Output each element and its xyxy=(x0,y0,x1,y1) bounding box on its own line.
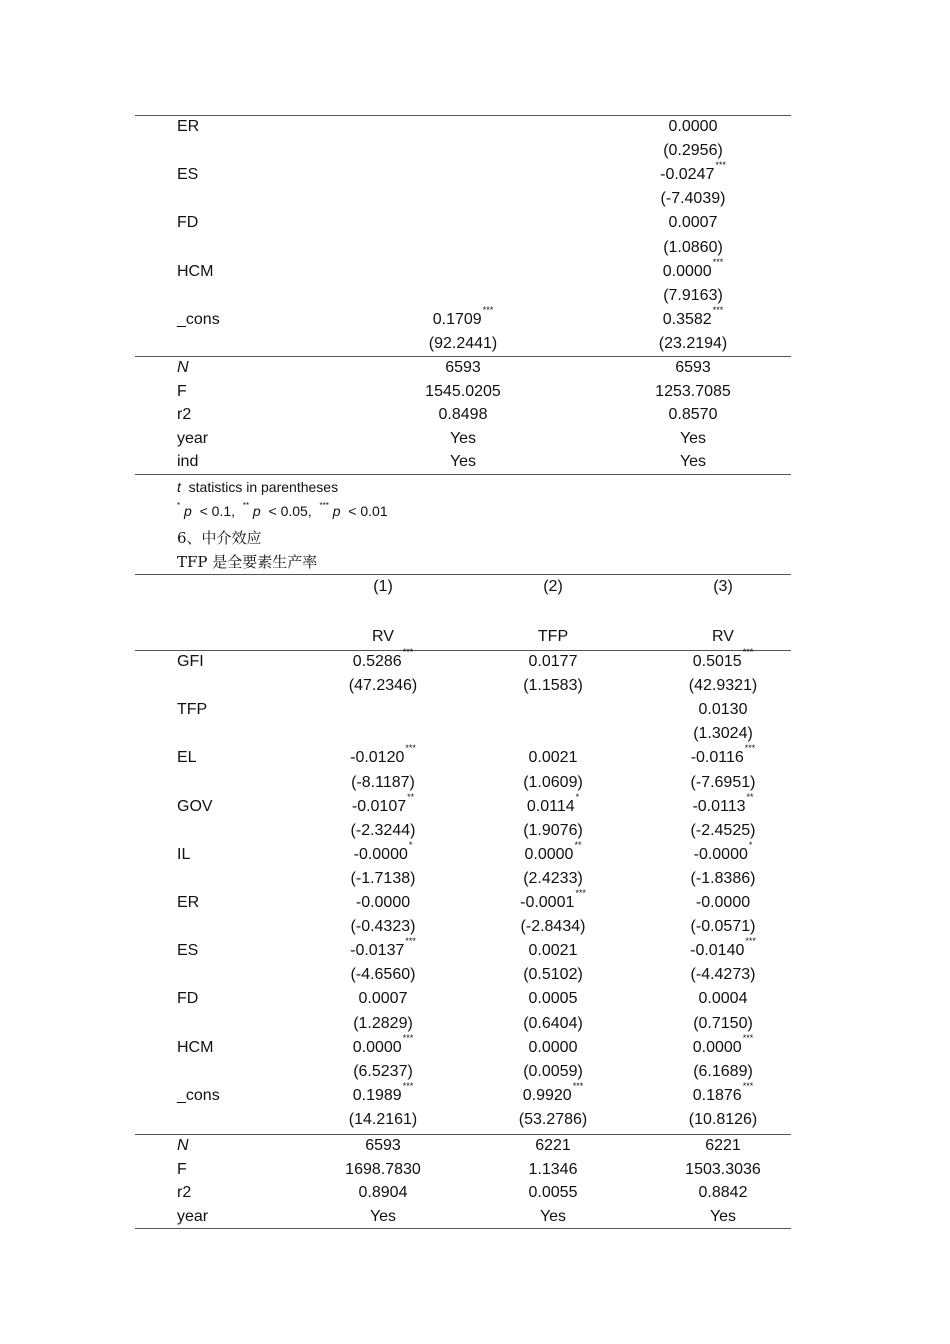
table-cell: 6593 xyxy=(675,359,711,376)
row-label: _cons xyxy=(177,1086,220,1104)
row-label: N xyxy=(177,1137,189,1154)
p-variable: p xyxy=(328,503,345,519)
table-cell: 0.8904 xyxy=(358,1184,408,1201)
significance-stars: ** xyxy=(574,839,582,850)
table-cell: 0.0007 xyxy=(358,990,408,1008)
table-cell: 0.0130 xyxy=(698,701,748,719)
table-cell: 1698.7830 xyxy=(345,1160,421,1178)
row-label: r2 xyxy=(177,406,192,423)
table-cell: (6.1689) xyxy=(693,1062,753,1080)
significance-stars: *** xyxy=(319,501,329,510)
significance-stars: *** xyxy=(742,647,754,657)
row-label: N xyxy=(177,359,189,376)
stats-row xyxy=(0,1158,950,1182)
significance-stars: *** xyxy=(712,304,724,315)
p-variable: p xyxy=(180,503,196,519)
table-row xyxy=(0,236,950,260)
table-cell: 0.0000 xyxy=(668,118,718,135)
row-label: HCM xyxy=(177,1038,214,1056)
table-cell: 6221 xyxy=(705,1137,741,1154)
table-cell: (92.2441) xyxy=(428,334,498,352)
table-cell: 0.0000*** xyxy=(692,1032,754,1056)
table-cell: 0.0021 xyxy=(528,942,578,960)
significance-threshold: < 0.01 xyxy=(344,503,396,519)
table-cell: (7.9163) xyxy=(663,286,723,304)
row-label: _cons xyxy=(177,310,220,328)
table-cell: (-0.4323) xyxy=(350,918,416,936)
significance-threshold: < 0.1, xyxy=(195,503,243,519)
row-label: IL xyxy=(177,845,191,863)
table-cell: (0.0059) xyxy=(523,1062,583,1080)
table-row xyxy=(0,963,950,987)
table-cell: -0.0247*** xyxy=(660,160,726,184)
table-cell: 0.0000*** xyxy=(662,256,724,280)
significance-stars: *** xyxy=(402,1080,414,1091)
stats-row xyxy=(0,1181,950,1205)
table-cell: -0.0000* xyxy=(693,839,753,863)
table-cell: 0.3582*** xyxy=(662,304,724,328)
table-row xyxy=(0,674,950,698)
table-cell: (0.2956) xyxy=(663,142,723,160)
stats-row xyxy=(0,1205,950,1229)
stats-row xyxy=(0,1134,950,1158)
table-cell: (-4.4273) xyxy=(690,966,756,984)
table-cell: -0.0000 xyxy=(695,894,751,911)
row-label: EL xyxy=(177,749,197,767)
table-cell: -0.0116*** xyxy=(690,743,756,767)
table-cell: Yes xyxy=(539,1207,567,1225)
table-cell: 0.0114* xyxy=(526,791,580,815)
table-cell: (1.1583) xyxy=(523,677,583,695)
table-row xyxy=(0,867,950,891)
table-cell: 6593 xyxy=(445,359,481,376)
table-row xyxy=(0,888,950,915)
significance-stars: * xyxy=(408,839,413,850)
table-cell: (0.6404) xyxy=(523,1014,583,1032)
table-cell: 0.0055 xyxy=(528,1184,578,1201)
table-cell: 0.0177 xyxy=(528,653,578,670)
significance-stars: *** xyxy=(572,1080,584,1091)
table-cell: (-1.8386) xyxy=(690,869,756,887)
table-cell: TFP xyxy=(537,628,569,645)
table-cell: 6221 xyxy=(535,1137,571,1154)
tstat-note xyxy=(177,479,338,495)
significance-note xyxy=(177,503,395,519)
row-label: GFI xyxy=(177,653,204,670)
table-cell: -0.0120*** xyxy=(350,743,416,767)
row-label: FD xyxy=(177,990,199,1008)
table-cell: 0.5286*** xyxy=(352,647,414,670)
table-cell: -0.0140*** xyxy=(690,936,756,960)
table-row xyxy=(0,1012,950,1036)
table-row xyxy=(0,819,950,843)
row-label: ES xyxy=(177,166,199,184)
significance-stars: *** xyxy=(482,304,494,315)
row-label: year xyxy=(177,1207,209,1225)
table-cell: -0.0113** xyxy=(692,791,754,815)
table-cell: (1.2829) xyxy=(353,1014,413,1032)
table-cell: (-7.4039) xyxy=(660,190,726,208)
table-cell: (-2.8434) xyxy=(520,918,586,936)
significance-stars: *** xyxy=(575,888,586,898)
table-cell: -0.0137*** xyxy=(350,936,416,960)
table-row xyxy=(0,304,950,332)
table-cell: 1545.0205 xyxy=(425,382,501,400)
table-row xyxy=(0,332,950,356)
table-row xyxy=(0,1108,950,1132)
significance-stars: *** xyxy=(712,256,724,267)
significance-threshold: < 0.05, xyxy=(264,503,320,519)
row-label: GOV xyxy=(177,797,213,815)
row-label: F xyxy=(177,1160,187,1178)
table-cell: (-1.7138) xyxy=(350,869,416,887)
table-cell: RV xyxy=(372,628,394,645)
row-label: r2 xyxy=(177,1184,192,1201)
table-row xyxy=(0,791,950,819)
table-cell: (23.2194) xyxy=(658,334,728,352)
stats-row xyxy=(0,450,950,474)
table-cell: 0.0007 xyxy=(668,214,718,232)
table-cell: -0.0001*** xyxy=(520,888,586,911)
table-cell: 0.8842 xyxy=(698,1184,748,1201)
tstat-note-text: statistics in parentheses xyxy=(188,479,339,495)
table-cell: 0.0000** xyxy=(524,839,582,863)
table-cell: (3) xyxy=(713,578,733,595)
table-cell: 1.1346 xyxy=(528,1160,578,1178)
stats-row xyxy=(0,403,950,427)
table-row xyxy=(0,987,950,1011)
table-row xyxy=(0,936,950,963)
row-label: F xyxy=(177,382,187,400)
table-cell: (-0.0571) xyxy=(690,918,756,936)
table-cell: 0.5015*** xyxy=(692,647,754,670)
table-row xyxy=(0,647,950,674)
significance-stars: ** xyxy=(407,791,415,802)
table-cell: 0.9920*** xyxy=(522,1080,584,1104)
table-cell: 0.8498 xyxy=(438,406,488,423)
table-cell: 0.0000 xyxy=(528,1038,578,1056)
table-row xyxy=(0,839,950,867)
table-row xyxy=(0,115,950,139)
significance-stars: *** xyxy=(742,1080,754,1091)
table-cell: 1503.3036 xyxy=(685,1160,761,1178)
table-cell: RV xyxy=(712,628,734,645)
table-cell: Yes xyxy=(679,453,707,470)
table-cell: 0.8570 xyxy=(668,406,718,423)
table-cell: Yes xyxy=(679,429,707,447)
table-cell: (1.0609) xyxy=(523,773,583,791)
stats-row xyxy=(0,380,950,404)
table-row xyxy=(0,211,950,235)
row-label: ER xyxy=(177,894,200,911)
table-row xyxy=(0,915,950,939)
table-cell: (-7.6951) xyxy=(690,773,756,791)
table-cell: (0.7150) xyxy=(693,1014,753,1032)
table-cell: Yes xyxy=(449,429,477,447)
header-model-numbers xyxy=(0,575,950,599)
row-label: TFP xyxy=(177,701,208,719)
significance-stars: ** xyxy=(746,791,754,802)
stats-row xyxy=(0,427,950,451)
table-cell: (2) xyxy=(543,578,563,595)
header-dependent-vars xyxy=(0,625,950,649)
table-row xyxy=(0,1080,950,1108)
table-cell: (6.5237) xyxy=(353,1062,413,1080)
table-cell: (42.9321) xyxy=(688,677,758,695)
table-row xyxy=(0,1060,950,1084)
section-heading: 6、中介效应 xyxy=(177,529,262,547)
row-label: HCM xyxy=(177,262,214,280)
table-row xyxy=(0,698,950,722)
significance-stars: *** xyxy=(742,1032,754,1043)
significance-stars: * xyxy=(177,501,181,510)
table-cell: (14.2161) xyxy=(348,1110,418,1128)
table-cell: Yes xyxy=(369,1207,397,1225)
significance-stars: *** xyxy=(745,936,756,947)
table-cell: (1.3024) xyxy=(693,725,753,743)
table-cell: 0.0004 xyxy=(698,990,748,1008)
row-label: FD xyxy=(177,214,199,232)
row-label: ER xyxy=(177,118,200,135)
significance-stars: *** xyxy=(402,647,414,657)
table-cell: (1) xyxy=(373,578,393,595)
stats-row xyxy=(0,356,950,380)
table-row xyxy=(0,722,950,746)
table-row xyxy=(0,743,950,770)
table-cell: (-2.4525) xyxy=(690,821,756,839)
table-cell: 0.0021 xyxy=(528,749,578,767)
table-row xyxy=(0,256,950,284)
table-row xyxy=(0,771,950,795)
table-cell: -0.0107** xyxy=(351,791,415,815)
significance-stars: *** xyxy=(402,1032,414,1043)
table-cell: 0.0000*** xyxy=(352,1032,414,1056)
table-cell: (47.2346) xyxy=(348,677,418,695)
p-variable: p xyxy=(249,503,265,519)
table-row xyxy=(0,139,950,163)
table-cell: 0.1709*** xyxy=(432,304,494,328)
table-cell: (1.0860) xyxy=(663,238,723,256)
significance-stars: *** xyxy=(405,936,416,947)
table-cell: (0.5102) xyxy=(523,966,583,984)
table-cell: (-4.6560) xyxy=(350,966,416,984)
table-cell: (53.2786) xyxy=(518,1110,588,1128)
table-cell: (10.8126) xyxy=(688,1110,758,1128)
table-cell: (-2.3244) xyxy=(350,821,416,839)
row-label: year xyxy=(177,429,209,447)
significance-stars: * xyxy=(575,791,580,802)
tfp-definition-text: TFP 是全要素生产率 xyxy=(177,553,318,571)
table-cell: -0.0000* xyxy=(353,839,413,863)
table-cell: Yes xyxy=(449,453,477,470)
table-row xyxy=(0,160,950,187)
table-cell: -0.0000 xyxy=(355,894,411,911)
significance-stars: *** xyxy=(744,743,756,754)
table-cell: Yes xyxy=(709,1207,737,1225)
t-variable: t xyxy=(177,479,181,495)
table2-bottom-rule xyxy=(135,1228,791,1229)
table-cell: 1253.7085 xyxy=(655,382,731,400)
table-row xyxy=(0,284,950,308)
table-row xyxy=(0,1032,950,1060)
tfp-definition xyxy=(177,551,317,572)
table-cell: 6593 xyxy=(365,1137,401,1154)
table1-bottom-rule xyxy=(135,474,791,475)
table-cell: 0.1989*** xyxy=(352,1080,414,1104)
significance-stars: *** xyxy=(715,160,726,171)
table-row xyxy=(0,187,950,211)
table-cell: (2.4233) xyxy=(523,869,583,887)
row-label: ES xyxy=(177,942,199,960)
table-cell: (-8.1187) xyxy=(351,773,415,791)
significance-stars: *** xyxy=(405,743,416,754)
table-cell: 0.0005 xyxy=(528,990,578,1008)
row-label: ind xyxy=(177,453,199,470)
significance-stars: * xyxy=(748,839,753,850)
table-cell: (1.9076) xyxy=(523,821,583,839)
table-cell: 0.1876*** xyxy=(692,1080,754,1104)
significance-stars: ** xyxy=(242,501,250,510)
